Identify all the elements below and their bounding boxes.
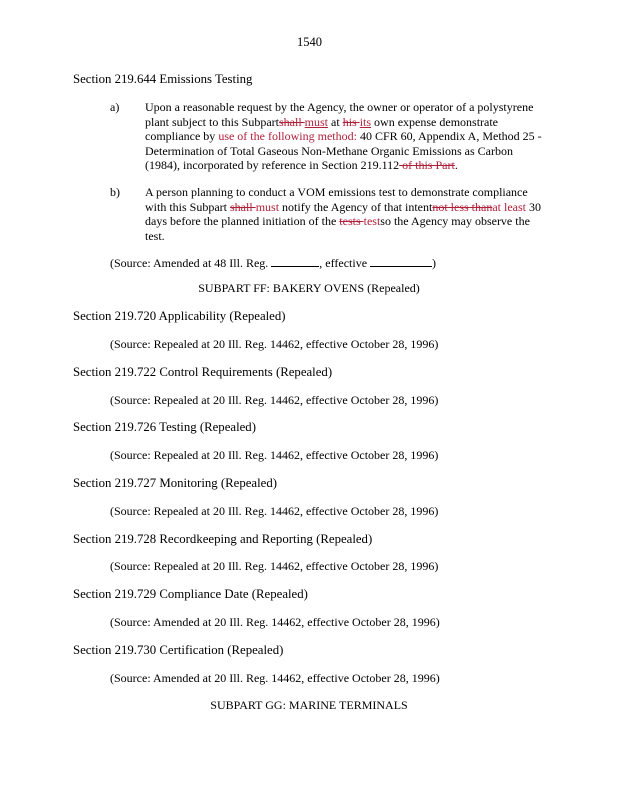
source-note: (Source: Repealed at 20 Ill. Reg. 14462, effective October 28, 1996): [110, 448, 439, 462]
section-heading: Section 219.722 Control Requirements (Repealed): [73, 365, 333, 379]
item-a-text-1: plant subject to this Subpart: [145, 114, 279, 129]
deleted-text: of this Part: [399, 158, 455, 172]
source-note-644: [110, 255, 436, 271]
section-heading: Section 219.726 Testing (Repealed): [73, 420, 256, 434]
inserted-text: its: [359, 114, 372, 129]
item-a-line1: Upon a reasonable request by the Agency, the owner or operator of a polystyrene: [145, 100, 534, 114]
source-note-start: (Source: Amended at 48 Ill. Reg.: [110, 256, 272, 270]
item-a-text-2: at: [328, 114, 343, 129]
item-b-text-3: 30 days before the planned initiation of the: [145, 199, 541, 228]
deleted-text: shall: [279, 114, 305, 129]
item-a-text-5: .: [454, 158, 458, 172]
inserted-text: at least: [492, 199, 526, 214]
item-b-label: b): [110, 185, 120, 199]
source-note: (Source: Amended at 20 Ill. Reg. 14462, effective October 28, 1996): [110, 671, 440, 685]
item-b-text-2: notify the Agency of that intent: [279, 199, 433, 214]
source-note-mid: , effective: [319, 256, 371, 270]
deleted-text: shall: [230, 199, 256, 214]
item-b-text-1: A person planning to conduct a VOM emissions test to demonstrate compliance with this Subpart: [145, 185, 528, 214]
source-note: (Source: Amended at 20 Ill. Reg. 14462, effective October 28, 1996): [110, 615, 440, 629]
section-heading: Section 219.727 Monitoring (Repealed): [73, 476, 278, 490]
item-a-text-4: 40 CFR 60, Appendix A, Method 25 - Determination of Total Gaseous Non-Methane Organic Emissions as Carbon (1984), incorporated by reference in Section 219.112: [145, 129, 542, 172]
source-note: (Source: Repealed at 20 Ill. Reg. 14462, effective October 28, 1996): [110, 504, 439, 518]
blank-line: [271, 255, 319, 267]
source-note-end: ): [432, 256, 437, 270]
section-heading: Section 219.728 Recordkeeping and Reporting (Repealed): [73, 532, 373, 546]
item-a-label: a): [110, 100, 120, 114]
page-number: 1540: [297, 35, 322, 49]
inserted-text: must: [255, 199, 280, 214]
inserted-text: must: [304, 114, 329, 129]
item-a-text: [145, 100, 545, 173]
item-b-text: [145, 185, 545, 243]
deleted-text: his: [342, 114, 360, 129]
section-heading-644: Section 219.644 Emissions Testing: [73, 72, 253, 86]
section-heading: Section 219.720 Applicability (Repealed): [73, 309, 286, 323]
blank-line: [370, 255, 432, 267]
item-b-text-4: so the Agency may observe the test.: [145, 214, 530, 243]
deleted-text: not less than: [432, 199, 493, 214]
subpart-ff-heading: SUBPART FF: BAKERY OVENS (Repealed): [198, 281, 420, 295]
subpart-gg-heading: SUBPART GG: MARINE TERMINALS: [210, 698, 408, 712]
inserted-text: test: [363, 214, 381, 228]
source-note: (Source: Repealed at 20 Ill. Reg. 14462, effective October 28, 1996): [110, 337, 439, 351]
inserted-text: use of the following method:: [218, 129, 360, 143]
section-heading: Section 219.729 Compliance Date (Repealed): [73, 587, 308, 601]
deleted-text: tests: [339, 214, 364, 228]
source-note: (Source: Repealed at 20 Ill. Reg. 14462, effective October 28, 1996): [110, 559, 439, 573]
item-a-text-3: own expense demonstrate compliance by: [145, 114, 499, 143]
section-heading: Section 219.730 Certification (Repealed): [73, 643, 284, 657]
source-note: (Source: Repealed at 20 Ill. Reg. 14462, effective October 28, 1996): [110, 393, 439, 407]
